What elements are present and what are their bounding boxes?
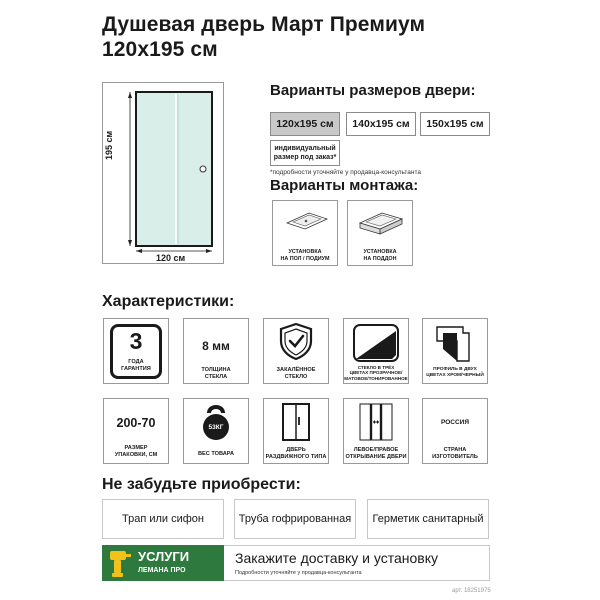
door-width-label: 120 см	[156, 253, 186, 263]
services-badge	[102, 545, 224, 581]
services-badge-title: УСЛУГИ	[138, 549, 190, 564]
size-option-custom[interactable]: индивидуальный размер под заказ*	[270, 140, 340, 166]
size-option-120[interactable]: 120х195 см	[270, 112, 340, 136]
warranty-value: 3	[129, 328, 143, 354]
buy-item-drain[interactable]: Трап или сифон	[102, 499, 224, 539]
floor-mount-icon	[273, 201, 337, 247]
door-drawing	[102, 82, 226, 266]
tray-mount-icon	[348, 201, 412, 247]
services-badge-sub: ЛЕМАНА ПРО	[138, 567, 186, 574]
weight-value: 53КГ	[208, 424, 224, 431]
shield-check-icon	[264, 319, 328, 363]
buy-item-corrugated-pipe[interactable]: Труба гофрированная	[234, 499, 356, 539]
glass-panel-icon	[344, 319, 408, 365]
services-headline: Закажите доставку и установку	[235, 550, 439, 566]
sliding-door-icon	[264, 399, 328, 445]
package-size-card: 200-70 РАЗМЕР УПАКОВКИ, СМ	[103, 398, 169, 464]
article-number: арт. 18251975	[452, 588, 491, 594]
size-option-140[interactable]: 140х195 см	[346, 112, 416, 136]
door-type-card: ДВЕРЬ РАЗДВИЖНОГО ТИПА	[263, 398, 329, 464]
kettlebell-icon	[184, 399, 248, 445]
warranty-card: 3 ГОДА ГАРАНТИЯ	[103, 318, 169, 384]
glass-color-card: СТЕКЛО В ТРЁХ ЦВЕТАХ ПРОЗРАЧНОЕ/ МАТОВОЕ/ТОНИРОВАННОЕ	[343, 318, 409, 384]
door-height-label: 195 см	[104, 130, 114, 160]
buy-item-sealant[interactable]: Герметик санитарный	[367, 499, 489, 539]
opening-side-card: ЛЕВОЕ/ПРАВОЕ ОТКРЫВАНИЕ ДВЕРИ	[343, 398, 409, 464]
services-note: Подробности уточняйте у продавца-консультанта	[235, 570, 362, 576]
opening-side-icon	[344, 399, 408, 445]
country-value: РОССИЯ	[440, 419, 470, 426]
tempered-card: ЗАКАЛЁННОЕ СТЕКЛО	[263, 318, 329, 384]
mounting-heading: Варианты монтажа:	[270, 177, 419, 194]
sizes-heading: Варианты размеров двери:	[270, 82, 476, 99]
package-size-value: 200-70	[116, 416, 156, 430]
size-option-150[interactable]: 150х195 см	[420, 112, 490, 136]
profile-icon	[423, 319, 487, 365]
mount-tray-card[interactable]: УСТАНОВКА НА ПОДДОН	[347, 200, 413, 266]
characteristics-heading: Характеристики:	[102, 293, 235, 310]
thickness-card: 8 мм ТОЛЩИНА СТЕКЛА	[183, 318, 249, 384]
weight-card: 53КГ ВЕС ТОВАРА	[183, 398, 249, 464]
sizes-note: *подробности уточняйте у продавца-консультанта	[270, 169, 422, 176]
drill-icon	[106, 547, 132, 579]
page-title: Душевая дверь Март Премиум 120х195 см	[102, 13, 426, 61]
profile-color-card: ПРОФИЛЬ В ДВУХ ЦВЕТАХ ХРОМ/ЧЕРНЫЙ	[422, 318, 488, 384]
mount-floor-card[interactable]: УСТАНОВКА НА ПОЛ / ПОДИУМ	[272, 200, 338, 266]
thickness-value: 8 мм	[202, 339, 230, 353]
country-card: РОССИЯ СТРАНА ИЗГОТОВИТЕЛЬ	[422, 398, 488, 464]
buy-heading: Не забудьте приобрести:	[102, 476, 301, 493]
